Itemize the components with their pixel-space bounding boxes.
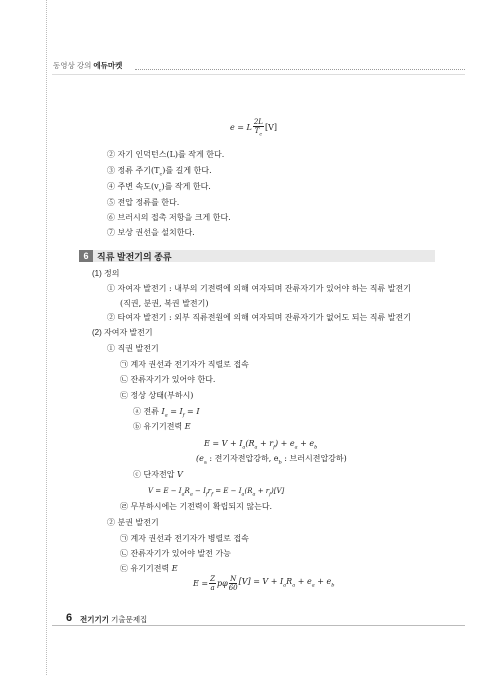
list-item: ① 직권 발전기 xyxy=(107,344,159,353)
list-item: ⑥ 브러시의 접촉 저항을 크게 한다. xyxy=(107,213,231,222)
list-item: ⓑ 유기기전력 E xyxy=(133,422,191,431)
equation-note: ($e_a$ : 전기자전압강하, $e_b$ : 브러시전압강하) xyxy=(196,454,347,466)
list-item: (직권, 분권, 복권 발전기) xyxy=(120,299,209,308)
section-heading xyxy=(79,250,172,262)
list-item: ㉣ 무부하시에는 기전력이 확립되지 않는다. xyxy=(120,502,273,511)
list-item: ② 분권 발전기 xyxy=(107,518,159,527)
equation-series-emf: $E = V + I_a(R_a + r_f) + e_a + e_b$ xyxy=(204,439,318,451)
list-item: ⓐ 전류 $I_a = I_f = I$ xyxy=(133,407,200,419)
list-item: ⓒ 단자전압 V xyxy=(133,470,183,479)
equation-series-terminal: $V = E - I_aR_a - I_fr_f = E - I_a(R_a + r_f)[V]$ xyxy=(148,487,285,498)
list-item: ㉠ 계자 권선과 전기자가 병렬로 접속 xyxy=(120,534,249,543)
list-item: ② 자기 인덕턴스(L)를 작게 한다. xyxy=(107,150,225,159)
list-item: ② 타여자 발전기 : 외부 직류전원에 의해 여자되며 잔류자기가 없어도 되는 직류 발전기 xyxy=(107,313,411,322)
formula-top-fraction: $\frac{2L}{T_c}$ xyxy=(253,118,263,138)
list-item: ㉢ 정상 상태(부하시) xyxy=(120,391,194,400)
list-item: ㉠ 계자 권선과 전기자가 직렬로 접속 xyxy=(120,360,249,369)
header-prefix: 동영상 강의 xyxy=(53,61,92,70)
header-rule xyxy=(52,74,465,75)
list-item: ㉡ 잔류자기가 있어야 한다. xyxy=(120,375,216,384)
page-number: 6 xyxy=(66,612,73,624)
section-title: 직류 발전기의 종류 xyxy=(97,251,172,262)
footer-title: 전기기기 기출문제집 xyxy=(80,615,148,624)
list-item: ⑦ 보상 권선을 설치한다. xyxy=(107,228,195,237)
margin-dotted-line xyxy=(46,0,47,675)
header-brand: 에듀마켓 xyxy=(93,61,123,70)
list-item: ㉢ 유기기전력 E xyxy=(120,564,178,573)
header-dotted-rule xyxy=(135,69,465,70)
part1-heading: (1) 정의 xyxy=(92,269,120,278)
footer-rule xyxy=(52,625,465,626)
running-header xyxy=(53,60,122,71)
list-item: ⑤ 전압 정류를 한다. xyxy=(107,198,180,207)
part2-heading: (2) 자여자 발전기 xyxy=(92,328,153,337)
equation-shunt-emf: E = $\frac{Z}{a}$ pφ $\frac{N}{60}$ $[V] = V + I_aR_a + e_a + e_b$ xyxy=(193,575,335,592)
section-number: 6 xyxy=(79,250,93,262)
formula-top: e = L $\frac{2L}{T_c}$ [V] xyxy=(230,118,277,138)
list-item: ④ 주변 속도$(v_c)$를 작게 한다. xyxy=(107,182,211,194)
list-item: ㉡ 잔류자기가 있어야 발전 가능 xyxy=(120,549,231,558)
list-item: ③ 정류 주기$(T_c)$를 길게 한다. xyxy=(107,166,212,178)
list-item: ① 자여자 발전기 : 내부의 기전력에 의해 여자되며 잔류자기가 있어야 하는 직류 발전기 xyxy=(107,284,411,293)
